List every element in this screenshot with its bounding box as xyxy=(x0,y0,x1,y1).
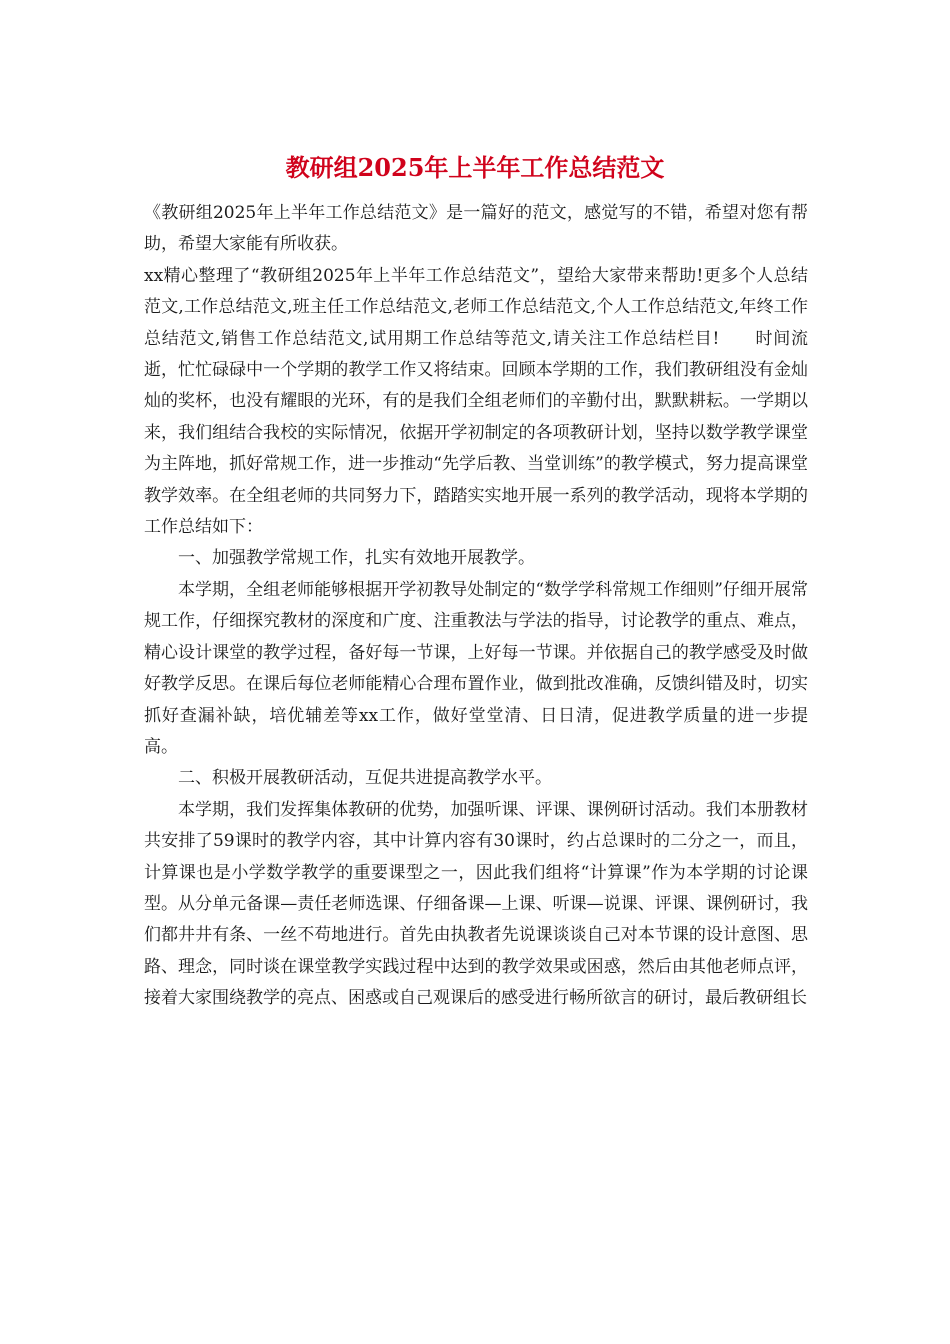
document-title: 教研组2025年上半年工作总结范文 xyxy=(285,153,665,182)
section-paragraph-1: 本学期，全组老师能够根据开学初教导处制定的“数学学科常规工作细则”仔细开展常规工作，仔细探究教材的深度和广度、注重教法与学法的指导，讨论教学的重点、难点，精心设计课堂的教学过程，备好每一节课，上好每一节课。并依据自己的教学感受及时做好教学反思。在课后每位老师能精心合理布置作业，做到批改准确，反馈纠错及时，切实抓好查漏补缺，培优辅差等xx工作，做好堂堂清、日日清，促进教学质量的进一步提高。 xyxy=(144,579,808,757)
section-heading-1: 一、加强教学常规工作，扎实有效地开展教学。 xyxy=(178,548,535,569)
section-heading-2: 二、积极开展教研活动，互促共进提高教学水平。 xyxy=(178,768,552,789)
section-paragraph-2: 本学期，我们发挥集体教研的优势，加强听课、评课、课例研讨活动。我们本册教材共安排了59课时的教学内容，其中计算内容有30课时，约占总课时的二分之一，而且，计算课也是小学数学教学的重要课型之一，因此我们组将“计算课”作为本学期的讨论课型。从分单元备课—责任老师选课、仔细备课—上课、听课—说课、评课、课例研讨，我们都井井有条、一丝不苟地进行。首先由执教者先说课谈谈自己对本节课的设计意图、思路、理念，同时谈在课堂教学实践过程中达到的教学效果或困惑，然后由其他老师点评，接着大家围绕教学的亮点、困惑或自己观课后的感受进行畅所欲言的研讨，最后教研组长 xyxy=(144,799,808,1009)
document-body xyxy=(144,198,808,1015)
intro-paragraph: 《教研组2025年上半年工作总结范文》是一篇好的范文，感觉写的不错，希望对您有帮助，希望大家能有所收获。 xyxy=(144,203,808,255)
preface-paragraph: xx精心整理了“教研组2025年上半年工作总结范文”，望给大家带来帮助!更多个人总结范文,工作总结范文,班主任工作总结范文,老师工作总结范文,个人工作总结范文,年终工作总结范文,销售工作总结范文,试用期工作总结等范文,请关注工作总结栏目! 时间流逝，忙忙碌碌中一个学期的教学工作又将结束。回顾本学期的工作，我们教研组没有金灿灿的奖杯，也没有耀眼的光环，有的是我们全组老师们的辛勤付出，默默耕耘。一学期以来，我们组结合我校的实际情况，依据开学初制定的各项教研计划，坚持以数学教学课堂为主阵地，抓好常规工作，进一步推动“先学后教、当堂训练”的教学模式，努力提高课堂教学效率。在全组老师的共同努力下，踏踏实实地开展一系列的教学活动，现将本学期的工作总结如下： xyxy=(144,265,808,538)
